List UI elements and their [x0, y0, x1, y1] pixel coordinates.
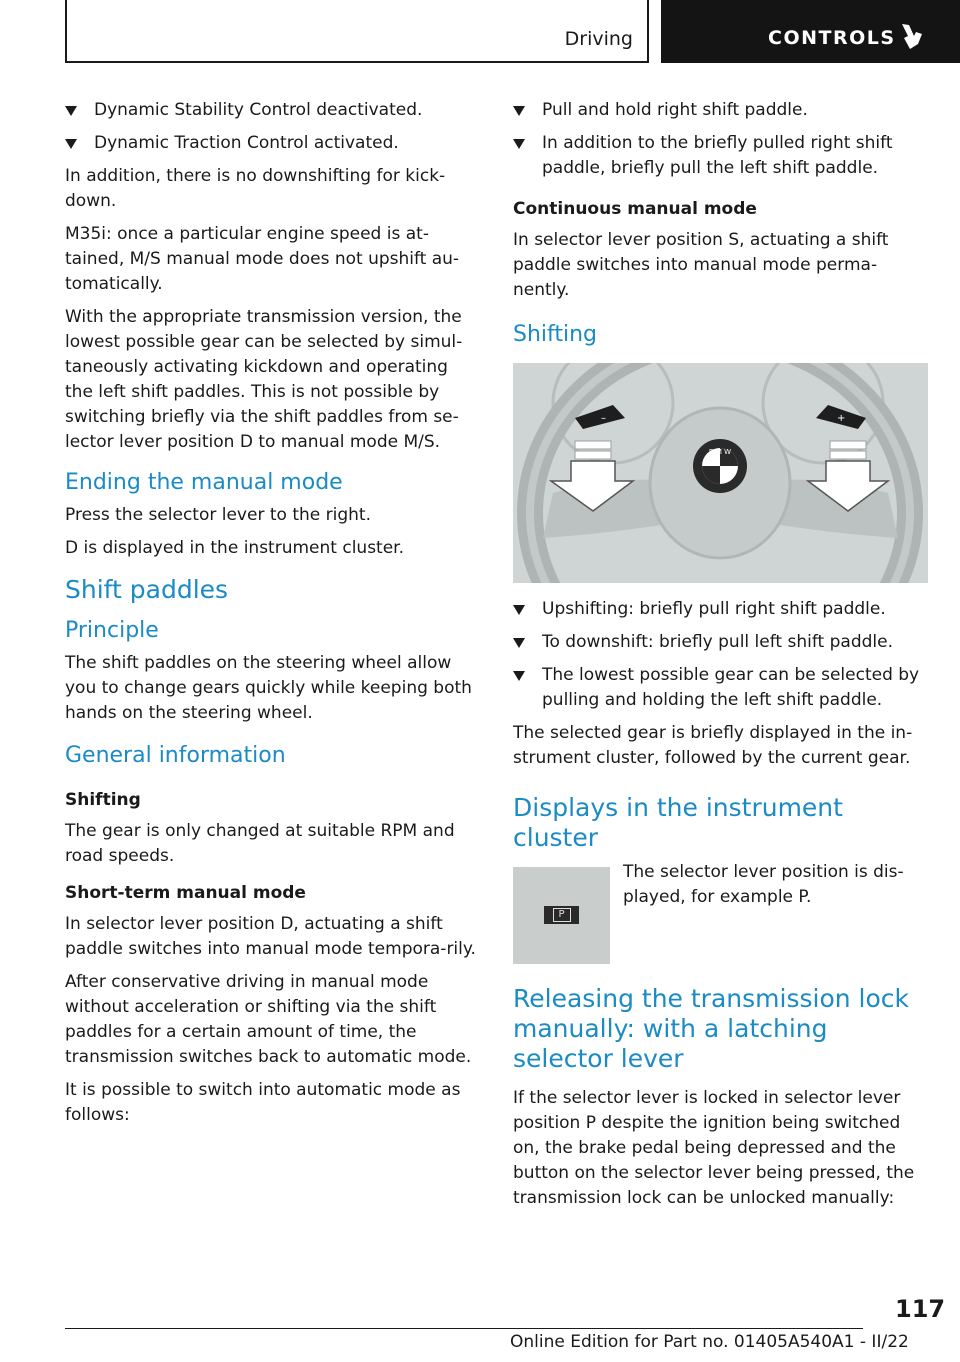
list-item: Dynamic Traction Control activated. — [65, 131, 477, 156]
left-column — [65, 98, 477, 1136]
steering-hand-icon — [896, 22, 924, 52]
subheading-shifting: Shifting — [65, 790, 141, 810]
chapter-title: CONTROLS — [768, 27, 896, 49]
edition-note: Online Edition for Part no. 01405A540A1 - II/22 — [510, 1332, 909, 1352]
triangle-bullet-icon — [513, 139, 525, 149]
paragraph: In addition, there is no downshifting for kick-down. — [65, 166, 446, 211]
paragraph: If the selector lever is locked in selector lever position P despite the ignition being switched on, the brake pedal being depressed and the button on the selector lever being pressed, the transmission lock can be unlocked manually: — [513, 1088, 915, 1208]
display-screen — [544, 906, 579, 924]
paragraph: The selected gear is briefly displayed in the in-strument cluster, followed by the current gear. — [513, 723, 913, 768]
list-item: To downshift: briefly pull left shift paddle. — [513, 630, 928, 655]
triangle-bullet-icon — [513, 605, 525, 615]
paragraph: In selector lever position D, actuating a shift paddle switches into manual mode tempora-rily. — [65, 914, 476, 959]
steering-wheel-illustration — [513, 363, 928, 583]
gear-indicator: P — [553, 908, 571, 922]
paragraph: D is displayed in the instrument cluster. — [65, 538, 405, 558]
heading-shifting: Shifting — [513, 322, 598, 347]
page-number: 117 — [895, 1295, 946, 1323]
heading-shift-paddles: Shift paddles — [65, 575, 229, 604]
paragraph: After conservative driving in manual mode without acceleration or shifting via the shift paddles for a certain amount of time, the transmission switches back to automatic mode. — [65, 972, 472, 1067]
paragraph: It is possible to switch into automatic mode as follows: — [65, 1080, 461, 1125]
list-item: The lowest possible gear can be selected by pulling and holding the left shift paddle. — [513, 663, 928, 713]
heading-displays-instrument-cluster: Displays in the instrument cluster — [513, 793, 843, 852]
minus-paddle-label: – — [601, 413, 606, 424]
heading-ending-manual-mode: Ending the manual mode — [65, 470, 343, 495]
heading-general-information: General information — [65, 743, 286, 768]
heading-principle: Principle — [65, 618, 159, 643]
instrument-display-image — [513, 867, 610, 964]
section-title: Driving — [564, 28, 633, 50]
header-section-box — [65, 0, 649, 63]
display-example — [513, 862, 928, 964]
subheading-continuous-manual-mode: Continuous manual mode — [513, 199, 757, 219]
bmw-badge-text: B M W — [708, 448, 732, 456]
list-item: Upshifting: briefly pull right shift paddle. — [513, 597, 928, 622]
paragraph: M35i: once a particular engine speed is at-tained, M/S manual mode does not upshift au-tomatically. — [65, 224, 460, 294]
list-item: In addition to the briefly pulled right shift paddle, briefly pull the left shift paddle. — [513, 131, 928, 181]
triangle-bullet-icon — [65, 106, 77, 116]
triangle-bullet-icon — [513, 671, 525, 681]
paragraph: The selector lever position is dis-played, for example P. — [623, 862, 904, 907]
list-item: Dynamic Stability Control deactivated. — [65, 98, 477, 123]
chapter-tab — [661, 0, 960, 63]
paragraph: Press the selector lever to the right. — [65, 505, 371, 525]
triangle-bullet-icon — [513, 106, 525, 116]
triangle-bullet-icon — [65, 139, 77, 149]
footer-divider — [65, 1328, 863, 1329]
steering-wheel-drawing — [513, 363, 928, 583]
right-column — [513, 98, 928, 1219]
triangle-bullet-icon — [513, 638, 525, 648]
paragraph: With the appropriate transmission version, the lowest possible gear can be selected by simul-taneously activating kickdown and operating the left shift paddles. This is not possible by switching briefly via the shift paddles from se-lector lever position D to manual mode M/S. — [65, 307, 463, 452]
paragraph: In selector lever position S, actuating a shift paddle switches into manual mode perma-nently. — [513, 230, 889, 300]
paragraph: The shift paddles on the steering wheel allow you to change gears quickly while keeping both hands on the steering wheel. — [65, 653, 472, 723]
list-item: Pull and hold right shift paddle. — [513, 98, 928, 123]
heading-releasing-transmission-lock: Releasing the transmission lock manually: with a latching selector lever — [513, 984, 909, 1073]
paragraph: The gear is only changed at suitable RPM and road speeds. — [65, 821, 455, 866]
plus-paddle-label: + — [837, 413, 846, 424]
subheading-short-term-manual-mode: Short-term manual mode — [65, 883, 306, 903]
